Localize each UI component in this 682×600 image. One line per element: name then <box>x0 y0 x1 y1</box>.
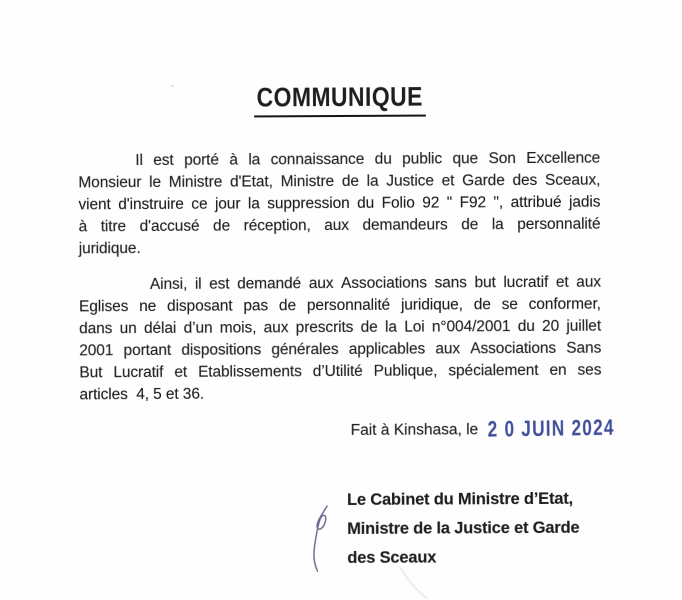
page-curl-shadow <box>381 564 441 599</box>
paragraph-2 <box>79 272 602 407</box>
signature-block <box>347 485 611 573</box>
text-line: But Lucratif et Etablissements d’Utilité Publique, spécialement en ses <box>79 361 602 382</box>
text-line: juridique. <box>78 240 141 258</box>
text-line: Eglises ne disposant pas de personnalité juridique, de se conformer, <box>78 295 601 316</box>
title-row <box>0 80 681 119</box>
text-line: vient d'instruire ce jour la suppression du Folio 92 " F92 ", attribué jadis <box>78 193 601 214</box>
scan-speck <box>171 85 174 87</box>
text-line: des Sceaux <box>347 548 437 567</box>
text-line: articles 4, 5 et 36. <box>79 385 205 404</box>
text-line: Ainsi, il est demandé aux Associations sans but lucratif et aux <box>149 273 601 294</box>
text-line: Le Cabinet du Ministre d’Etat, <box>347 489 574 509</box>
date-stamp: 2 0 JUIN 2024 <box>487 415 615 442</box>
paragraph-1 <box>78 148 601 261</box>
document-title: COMMUNIQUE <box>254 82 425 118</box>
text-line: Monsieur le Ministre d'Etat, Ministre de la Justice et Garde des Sceaux, <box>78 171 601 192</box>
date-place-label: Fait à Kinshasa, le <box>350 421 479 439</box>
signature-mark <box>306 500 336 580</box>
text-line: Ministre de la Justice et Garde <box>347 518 580 538</box>
text-line: à titre d'accusé de réception, aux demandeurs de la personnalité <box>78 215 601 236</box>
text-line: 2001 portant dispositions générales applicables aux Associations Sans <box>79 339 602 360</box>
text-line: dans un délai d’un mois, aux prescrits de la Loi n°004/2001 du 20 juillet <box>79 317 602 338</box>
text-line: Il est porté à la connaissance du public que Son Excellence <box>135 149 601 170</box>
